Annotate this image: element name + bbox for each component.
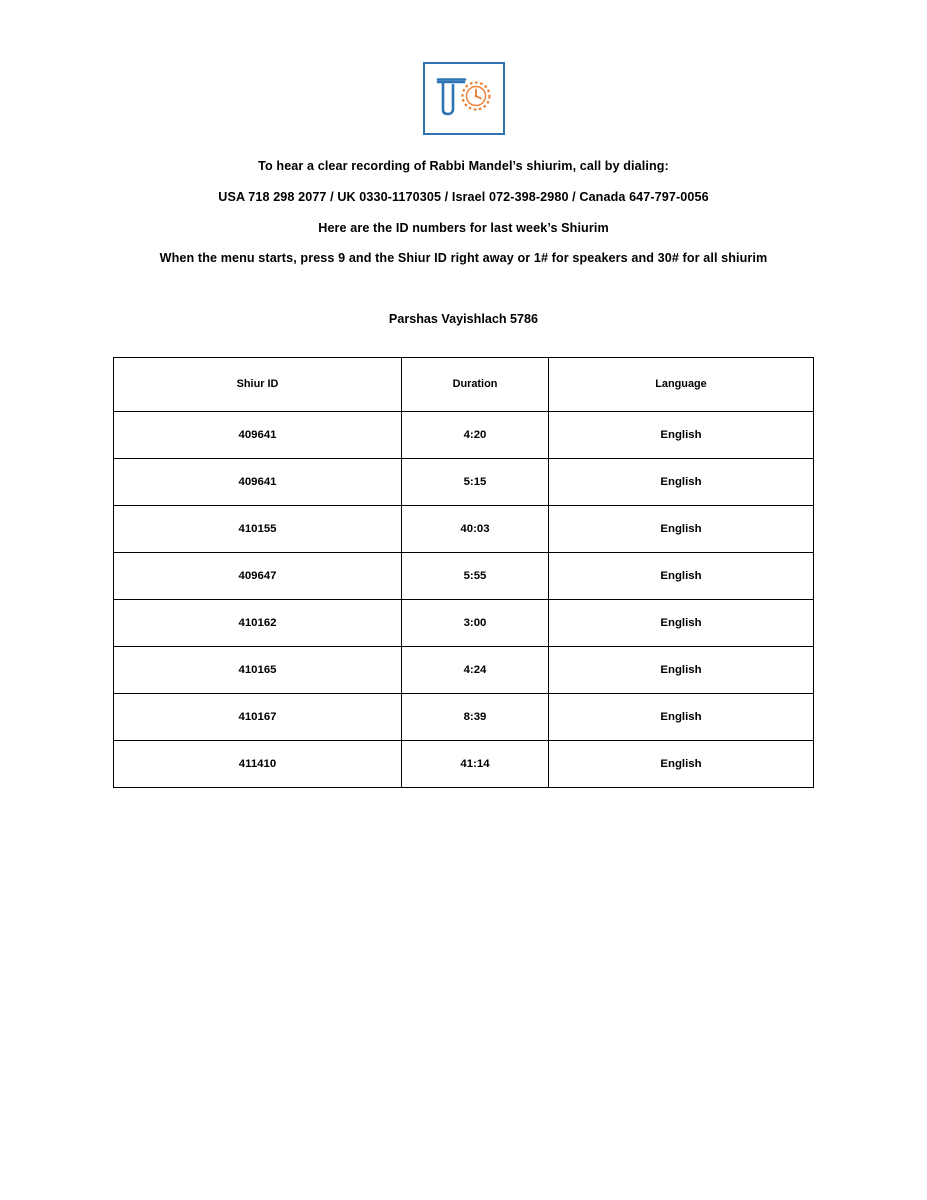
cell-shiur-id: 410155 <box>114 505 402 552</box>
cell-language: English <box>549 411 814 458</box>
cell-shiur-id: 410167 <box>114 693 402 740</box>
cell-shiur-id: 409647 <box>114 552 402 599</box>
logo-box <box>423 62 505 135</box>
cell-language: English <box>549 599 814 646</box>
table-row <box>114 599 814 646</box>
cell-duration: 4:20 <box>402 411 549 458</box>
cell-shiur-id: 409641 <box>114 411 402 458</box>
cell-shiur-id: 410165 <box>114 646 402 693</box>
cell-language: English <box>549 458 814 505</box>
column-header-language: Language <box>549 357 814 411</box>
cell-shiur-id: 410162 <box>114 599 402 646</box>
shiur-table-container <box>0 357 927 788</box>
table-row <box>114 552 814 599</box>
header-line-id-intro: Here are the ID numbers for last week’s Shiurim <box>318 220 609 235</box>
cell-duration: 8:39 <box>402 693 549 740</box>
cell-shiur-id: 409641 <box>114 458 402 505</box>
table-row <box>114 458 814 505</box>
table-row <box>114 411 814 458</box>
cell-duration: 5:55 <box>402 552 549 599</box>
cell-language: English <box>549 646 814 693</box>
cell-duration: 4:24 <box>402 646 549 693</box>
parsha-title: Parshas Vayishlach 5786 <box>388 311 539 326</box>
cell-language: English <box>549 505 814 552</box>
logo-container <box>0 0 927 135</box>
table-header-row <box>114 357 814 411</box>
table-row <box>114 740 814 787</box>
cell-duration: 40:03 <box>402 505 549 552</box>
header-line-phone-numbers: USA 718 298 2077 / UK 0330-1170305 / Israel 072-398-2980 / Canada 647-797-0056 <box>218 189 709 204</box>
column-header-duration: Duration <box>402 357 549 411</box>
shiur-table <box>113 357 814 788</box>
cell-language: English <box>549 693 814 740</box>
cell-duration: 3:00 <box>402 599 549 646</box>
cell-language: English <box>549 740 814 787</box>
cell-duration: 5:15 <box>402 458 549 505</box>
table-row <box>114 646 814 693</box>
table-row <box>114 693 814 740</box>
cell-duration: 41:14 <box>402 740 549 787</box>
header-line-dial: To hear a clear recording of Rabbi Mandel’s shiurim, call by dialing: <box>258 159 669 173</box>
column-header-shiur-id: Shiur ID <box>114 357 402 411</box>
torah-clock-logo-icon <box>434 73 494 124</box>
table-row <box>114 505 814 552</box>
cell-language: English <box>549 552 814 599</box>
header-text-block <box>0 157 927 268</box>
cell-shiur-id: 411410 <box>114 740 402 787</box>
header-line-menu-instructions: When the menu starts, press 9 and the Shiur ID right away or 1# for speakers and 30# for all shiurim <box>159 251 768 266</box>
